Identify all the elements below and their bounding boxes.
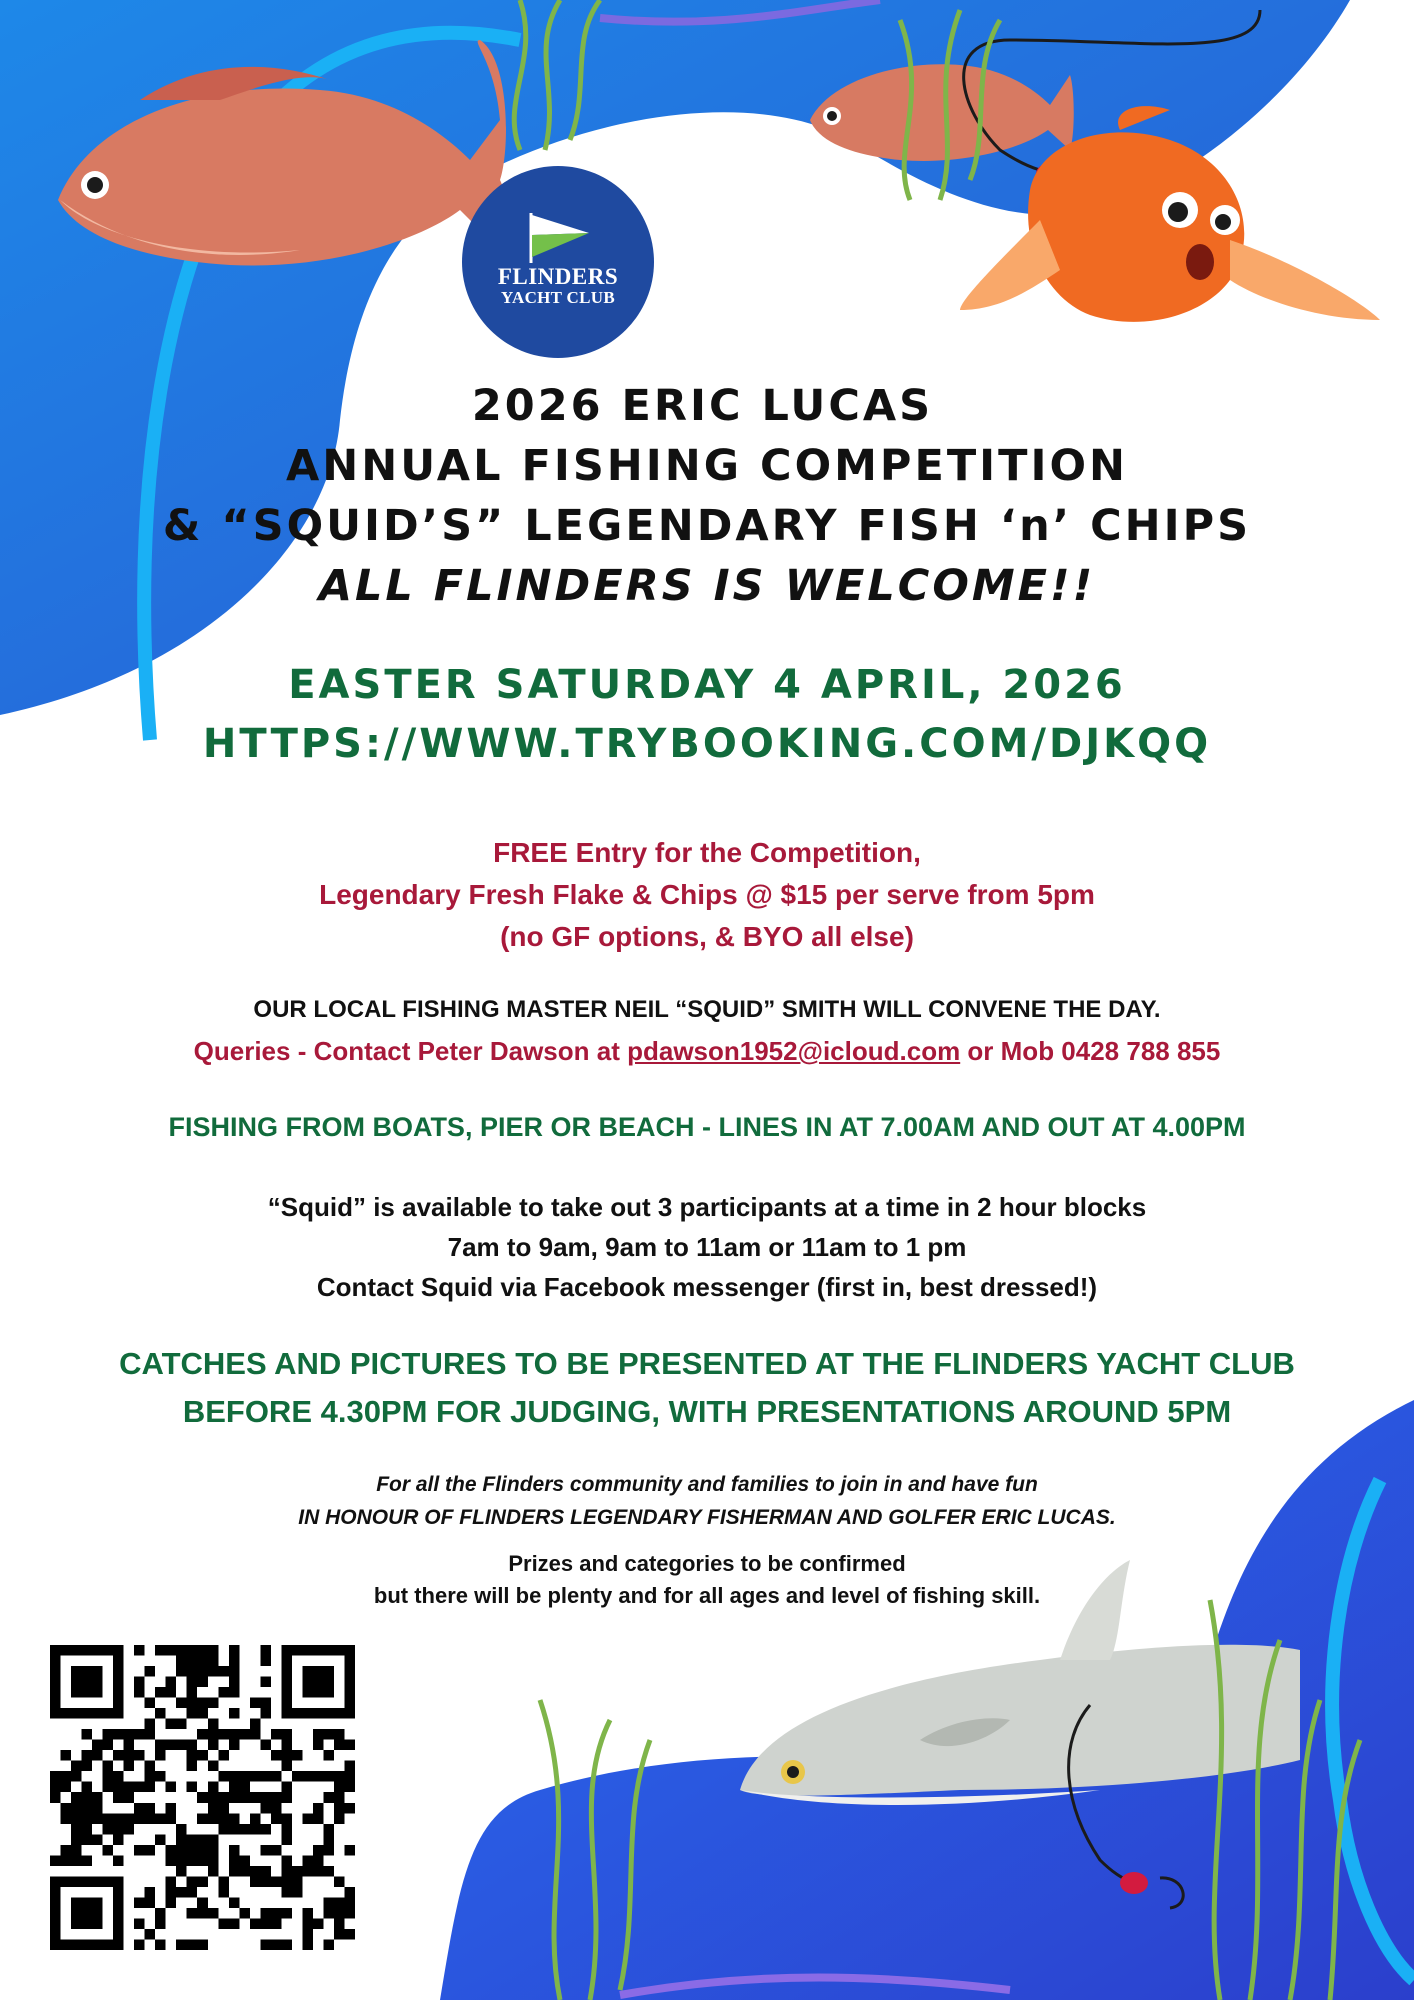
- honour-info: [0, 1468, 1414, 1534]
- catches-line-2: BEFORE 4.30PM FOR JUDGING, WITH PRESENTATIONS AROUND 5PM: [182, 1394, 1232, 1429]
- fishing-times-line: FISHING FROM BOATS, PIER OR BEACH - LINES IN AT 7.00AM AND OUT AT 4.00PM: [168, 1112, 1246, 1142]
- prizes-info: [0, 1548, 1414, 1612]
- entry-line-3: (no GF options, & BYO all else): [500, 921, 914, 952]
- squid-line-1: “Squid” is available to take out 3 participants at a time in 2 hour blocks: [267, 1192, 1147, 1222]
- event-date: EASTER SATURDAY 4 APRIL, 2026: [288, 662, 1126, 708]
- booking-link[interactable]: HTTPS://WWW.TRYBOOKING.COM/DJKQQ: [202, 721, 1212, 767]
- title-line-3: & “SQUID’S” LEGENDARY FISH ‘n’ CHIPS: [162, 501, 1252, 551]
- catches-line-1: CATCHES AND PICTURES TO BE PRESENTED AT THE FLINDERS YACHT CLUB: [119, 1346, 1295, 1381]
- title-line-4: ALL FLINDERS IS WELCOME!!: [318, 561, 1096, 611]
- entry-line-2: Legendary Fresh Flake & Chips @ $15 per serve from 5pm: [319, 879, 1095, 910]
- title-line-1: 2026 ERIC LUCAS: [471, 381, 934, 431]
- queries-line: [0, 1032, 1414, 1070]
- logo-line-1: FLINDERS: [497, 264, 619, 289]
- entry-line-1: FREE Entry for the Competition,: [493, 837, 921, 868]
- squid-line-2: 7am to 9am, 9am to 11am or 11am to 1 pm: [447, 1232, 967, 1262]
- email-link[interactable]: pdawson1952@icloud.com: [627, 1036, 961, 1066]
- flag-icon: [523, 211, 593, 265]
- logo-line-2: YACHT CLUB: [500, 288, 615, 307]
- honour-line-2: IN HONOUR OF FLINDERS LEGENDARY FISHERMAN AND GOLFER ERIC LUCAS.: [298, 1506, 1116, 1529]
- honour-line-1: For all the Flinders community and families to join in and have fun: [376, 1473, 1038, 1496]
- squid-line-3: Contact Squid via Facebook messenger (first in, best dressed!): [316, 1272, 1098, 1302]
- queries-suffix: or Mob 0428 788 855: [960, 1036, 1221, 1066]
- prizes-line-1: Prizes and categories to be confirmed: [508, 1551, 906, 1576]
- title-line-2: ANNUAL FISHING COMPETITION: [285, 441, 1129, 491]
- prizes-line-2: but there will be plenty and for all ages and level of fishing skill.: [373, 1583, 1041, 1608]
- qr-code[interactable]: [50, 1645, 355, 1950]
- squid-info: [0, 1187, 1414, 1307]
- flinders-yacht-club-logo: [462, 166, 654, 358]
- entry-info: [0, 832, 1414, 958]
- queries-prefix: Queries - Contact Peter Dawson at: [193, 1036, 628, 1066]
- title-block: [0, 376, 1414, 616]
- fishing-master-line: OUR LOCAL FISHING MASTER NEIL “SQUID” SMITH WILL CONVENE THE DAY.: [253, 996, 1161, 1023]
- event-date-block: [0, 656, 1414, 774]
- catches-info: [0, 1340, 1414, 1436]
